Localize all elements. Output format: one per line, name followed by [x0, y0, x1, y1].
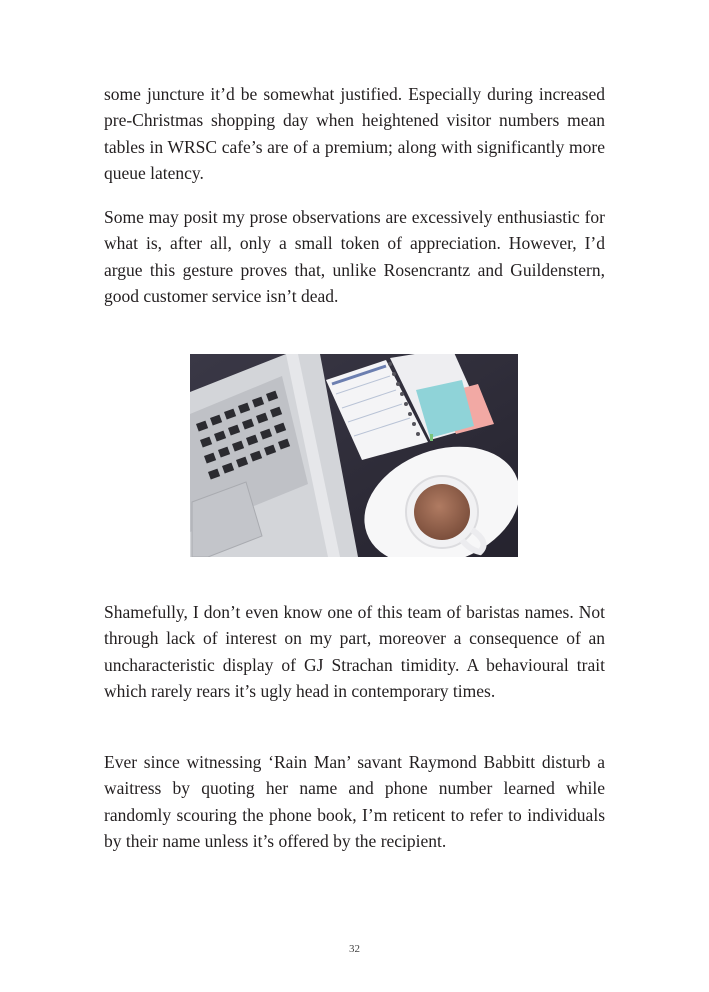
- paragraph-2: Some may posit my prose observations are excessively enthusiastic for what is, after all, only a small token of appreciation. However, I’d argue this gesture proves that, unlike Rosencrantz and Guildenstern, good customer service isn’t dead.: [104, 207, 605, 306]
- paragraph-4: Ever since witnessing ‘Rain Man’ savant Raymond Babbitt disturb a waitress by quoting her name and phone number learned while randomly scouring the phone book, I’m reticent to refer to individuals by their name unless it’s offered by the recipient.: [104, 752, 605, 851]
- page-number: 32: [349, 943, 360, 955]
- paragraph-1: some juncture it’d be somewhat justified. Especially during increased pre-Christmas shopping day when heightened visitor numbers mean tables in WRSC cafe’s are of a premium; along with significantly more queue latency.: [104, 84, 605, 183]
- laptop-coffee-photo: [190, 354, 518, 557]
- paragraph-3: Shamefully, I don’t even know one of this team of baristas names. Not through lack of interest on my part, moreover a consequence of an uncharacteristic display of GJ Strachan timidity. A behavioural trait which rarely rears it’s ugly head in contemporary times.: [104, 602, 605, 701]
